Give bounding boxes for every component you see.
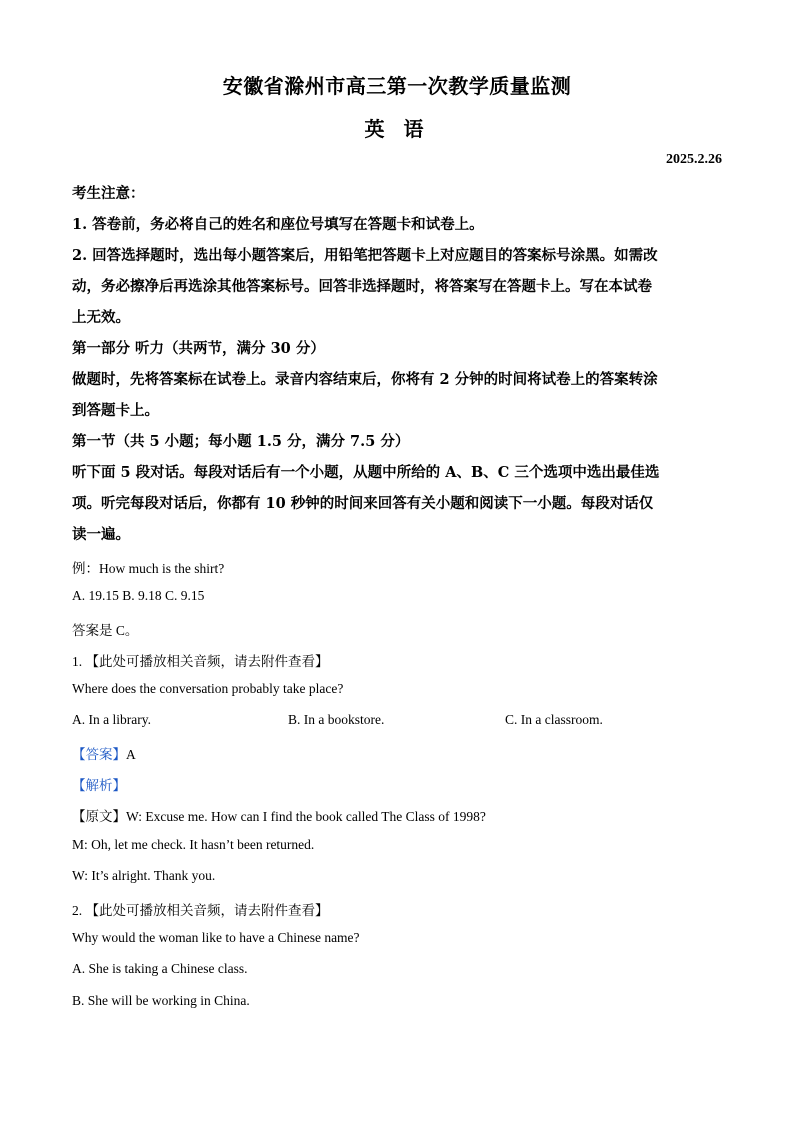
section1-desc-line-2: 项。听完每段对话后，你都有 10 秒钟的时间来回答有关小题和阅读下一小题。每段对话仅 xyxy=(72,495,654,512)
q1-source-line-2: M: Oh, let me check. It hasn’t been returned. xyxy=(72,837,315,852)
q1-option-a: A. In a library. xyxy=(72,712,151,727)
q1-answer-line xyxy=(72,743,136,763)
section1-heading: 第一节（共 5 小题；每小题 1.5 分，满分 7.5 分） xyxy=(72,433,410,450)
notice-item-1: 1. 答卷前，务必将自己的姓名和座位号填写在答题卡和试卷上。 xyxy=(72,216,484,233)
example-options: A. 19.15 B. 9.18 C. 9.15 xyxy=(72,588,205,603)
q2-option-a: A. She is taking a Chinese class. xyxy=(72,961,248,976)
q1-source-line-1 xyxy=(72,805,486,825)
analysis-tag: 【解析】 xyxy=(72,778,126,793)
q1-option-c: C. In a classroom. xyxy=(505,712,603,727)
part1-desc-line-2: 到答题卡上。 xyxy=(72,402,159,419)
section1-desc-line-1: 听下面 5 段对话。每段对话后有一个小题，从题中所给的 A、B、C 三个选项中选出最佳选 xyxy=(72,464,660,481)
notice-item-2-line-3: 上无效。 xyxy=(72,309,130,326)
part1-heading: 第一部分 听力（共两节，满分 30 分） xyxy=(72,340,325,357)
example-question: 例：How much is the shirt? xyxy=(72,561,225,576)
q1-source-line-3: W: It’s alright. Thank you. xyxy=(72,868,216,883)
notice-item-2-line-1: 2. 回答选择题时，选出每小题答案后，用铅笔把答题卡上对应题目的答案标号涂黑。如需改 xyxy=(72,247,658,264)
q2-label: 2. 【此处可播放相关音频，请去附件查看】 xyxy=(72,903,329,918)
q1-analysis-line xyxy=(72,774,126,794)
part1-desc-line-1: 做题时，先将答案标在试卷上。录音内容结束后，你将有 2 分钟的时间将试卷上的答案转涂 xyxy=(72,371,658,388)
notice-item-2-line-2: 动，务必擦净后再选涂其他答案标号。回答非选择题时，将答案写在答题卡上。写在本试卷 xyxy=(72,278,652,295)
q1-label: 1. 【此处可播放相关音频，请去附件查看】 xyxy=(72,654,329,669)
q1-question: Where does the conversation probably take place? xyxy=(72,681,344,696)
q2-question: Why would the woman like to have a Chinese name? xyxy=(72,930,360,945)
q2-option-b: B. She will be working in China. xyxy=(72,993,250,1008)
q1-source-text-1: W: Excuse me. How can I find the book called The Class of 1998? xyxy=(126,809,486,824)
q1-option-b: B. In a bookstore. xyxy=(288,712,385,727)
exam-title: 安徽省滁州市高三第一次教学质量监测 xyxy=(222,74,572,98)
section1-desc-line-3: 读一遍。 xyxy=(72,526,130,543)
notice-heading: 考生注意： xyxy=(72,185,145,202)
subject-title: 英 语 xyxy=(364,117,430,141)
answer-tag: 【答案】 xyxy=(72,747,126,762)
q1-answer: A xyxy=(126,747,136,762)
exam-date: 2025.2.26 xyxy=(666,152,722,167)
source-tag: 【原文】 xyxy=(72,809,126,824)
example-answer: 答案是 C。 xyxy=(72,623,139,638)
